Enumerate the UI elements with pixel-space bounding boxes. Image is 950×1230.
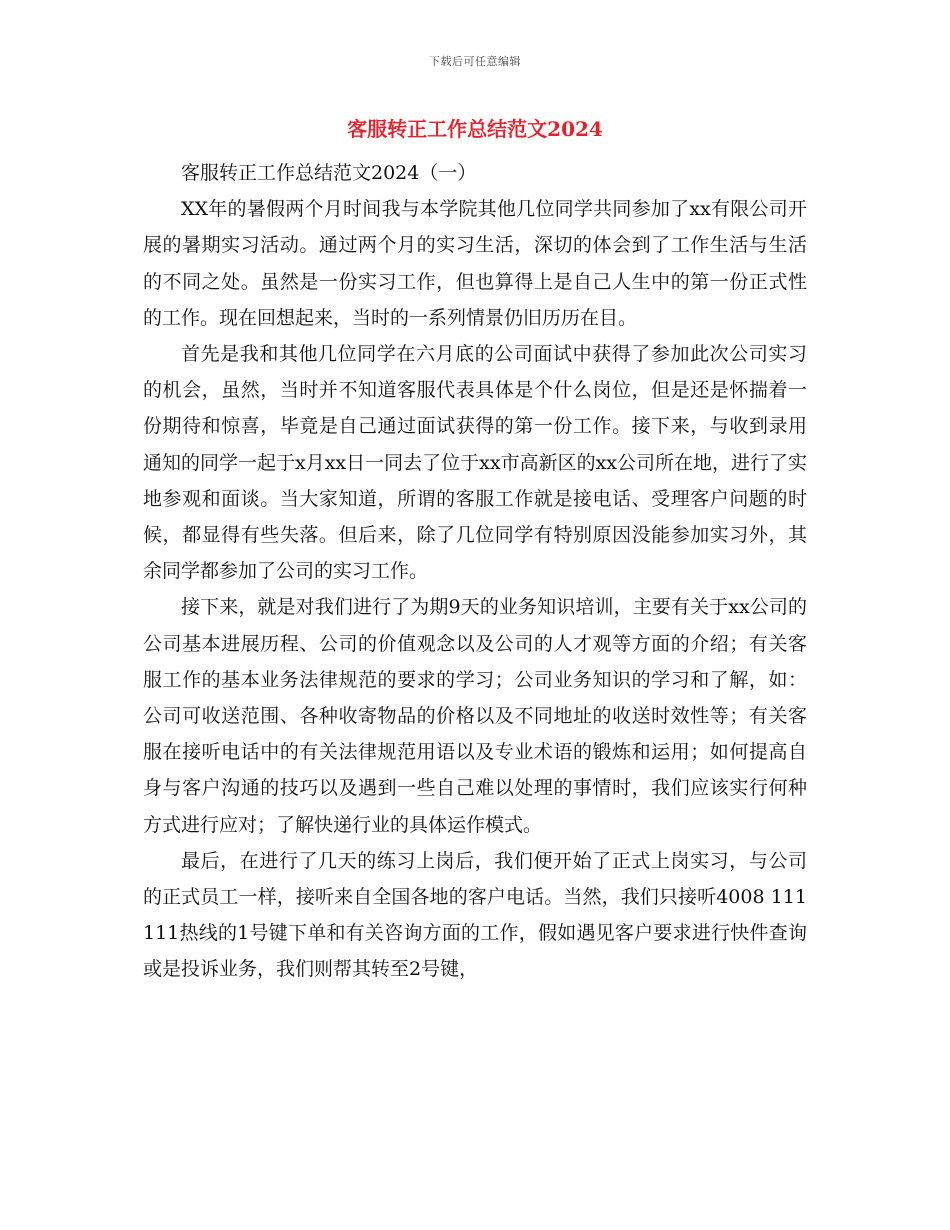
document-body (143, 155, 807, 988)
section-heading: 客服转正工作总结范文2024（一） (181, 162, 477, 184)
paragraph: 最后，在进行了几天的练习上岗后，我们便开始了正式上岗实习，与公司的正式员工一样，接听来自全国各地的客户电话。当然，我们只接听4008 111 111热线的1号键下单和有关咨询方面的工作，假如遇见客户要求进行快件查询或是投诉业务，我们则帮其转至2号键， (143, 849, 807, 981)
paragraph: 接下来，就是对我们进行了为期9天的业务知识培训，主要有关于xx公司的公司基本进展历程、公司的价值观念以及公司的人才观等方面的介绍；有关客服工作的基本业务法律规范的要求的学习；公司业务知识的学习和了解，如：公司可收送范围、各种收寄物品的价格以及不同地址的收送时效性等；有关客服在接听电话中的有关法律规范用语以及专业术语的锻炼和运用；如何提高自身与客户沟通的技巧以及遇到一些自己难以处理的事情时，我们应该实行何种方式进行应对；了解快递行业的具体运作模式。 (143, 596, 807, 836)
paragraph: 首先是我和其他几位同学在六月底的公司面试中获得了参加此次公司实习的机会，虽然，当时并不知道客服代表具体是个什么岗位，但是还是怀揣着一份期待和惊喜，毕竟是自己通过面试获得的第一份工作。接下来，与收到录用通知的同学一起于x月xx日一同去了位于xx市高新区的xx公司所在地，进行了实地参观和面谈。当大家知道，所谓的客服工作就是接电话、受理客户问题的时候，都显得有些失落。但后来，除了几位同学有特别原因没能参加实习外，其余同学都参加了公司的实习工作。 (143, 343, 808, 583)
paragraph: XX年的暑假两个月时间我与本学院其他几位同学共同参加了xx有限公司开展的暑期实习活动。通过两个月的实习生活，深切的体会到了工作生活与生活的不同之处。虽然是一份实习工作，但也算得上是自己人生中的第一份正式性的工作。现在回想起来，当时的一系列情景仍旧历历在目。 (143, 198, 807, 329)
document-title: 客服转正工作总结范文2024 (347, 117, 603, 141)
header-note: 下载后可任意编辑 (429, 55, 521, 68)
